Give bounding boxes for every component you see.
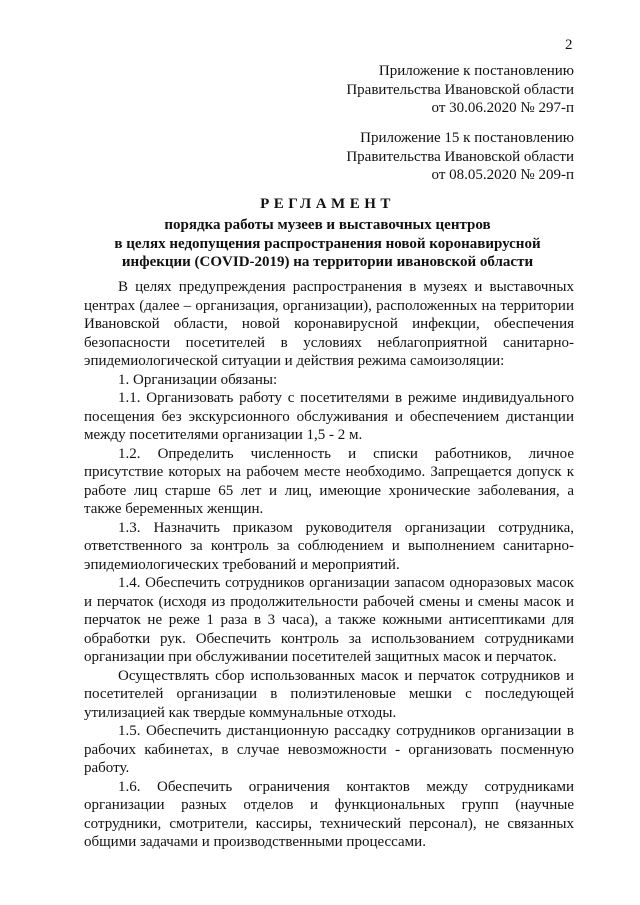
attachment-original-header: [346, 129, 574, 185]
paragraph-preamble: В целях предупреждения распространения в музеях и выставочных центрах (далее – организация, организации), расположенных на территории Ивановской области, новой коронавирусной инфекции, обеспечения безопасности посетителей в условиях неблагоприятной санитарно-эпидемиологической ситуации и действия режима самоизоляции:: [84, 279, 574, 369]
attachment-original-line-1: Приложение 15 к постановлению: [360, 130, 574, 146]
title-subtitle-line-1: порядка работы музеев и выставочных центров: [164, 217, 491, 233]
attachment-original-line-3: от 08.05.2020 № 209-п: [431, 167, 574, 183]
attachment-original-line-2: Правительства Ивановской области: [346, 148, 574, 165]
attachment-current-line-2: Правительства Ивановской области: [346, 81, 574, 98]
attachment-current-line-1: Приложение к постановлению: [378, 63, 574, 79]
paragraph-1-5: 1.5. Обеспечить дистанционную рассадку сотрудников организации в рабочих кабинетах, в случае невозможности - организовать посменную работу.: [84, 723, 574, 776]
paragraph-1-1: 1.1. Организовать работу с посетителями в режиме индивидуального посещения без экскурсионного обслуживания и обеспечением дистанции между посетителями организации 1,5 - 2 м.: [84, 390, 574, 443]
document-body: [84, 278, 574, 852]
title-main: РЕГЛАМЕНТ: [260, 196, 395, 212]
title-subtitle-line-2: в целях недопущения распространения новой коронавирусной: [114, 235, 541, 252]
paragraph-1-4: 1.4. Обеспечить сотрудников организации запасом одноразовых масок и перчаток (исходя из продолжительности рабочей смены и смены масок и перчаток не реже 1 раза в 3 часа), а также кожными антисептиками для обработки рук. Обеспечить контроль за использованием сотрудниками организации при обслуживании посетителей защитных масок и перчаток.: [84, 575, 574, 665]
document-title: [80, 196, 575, 272]
attachment-current-line-3: от 30.06.2020 № 297-п: [431, 100, 574, 116]
page-number: 2: [565, 37, 573, 53]
paragraph-1-3: 1.3. Назначить приказом руководителя организации сотрудника, ответственного за контроль за соблюдением и выполнением санитарно-эпидемиологических требований и мероприятий.: [84, 519, 574, 573]
attachment-current-header: [346, 62, 574, 118]
paragraph-1-2: 1.2. Определить численность и списки работников, личное присутствие которых на рабочем месте необходимо. Запрещается допуск к работе лиц старше 65 лет и лиц, имеющие хронические заболевания, а также беременных женщин.: [84, 445, 574, 517]
paragraph-1-6: 1.6. Обеспечить ограничения контактов между сотрудниками организации разных отделов и функциональных групп (научные сотрудники, смотрители, кассиры, технический персонал), не связанных общими задачами и производственными процессами.: [84, 778, 574, 850]
paragraph-1-4-continued: Осуществлять сбор использованных масок и перчаток сотрудников и посетителей организации в полиэтиленовые мешки с последующей утилизацией как твердые коммунальные отходы.: [84, 667, 574, 721]
title-subtitle-line-3: инфекции (COVID-2019) на территории ивановской области: [121, 254, 534, 270]
paragraph-1: 1. Организации обязаны:: [118, 371, 278, 388]
